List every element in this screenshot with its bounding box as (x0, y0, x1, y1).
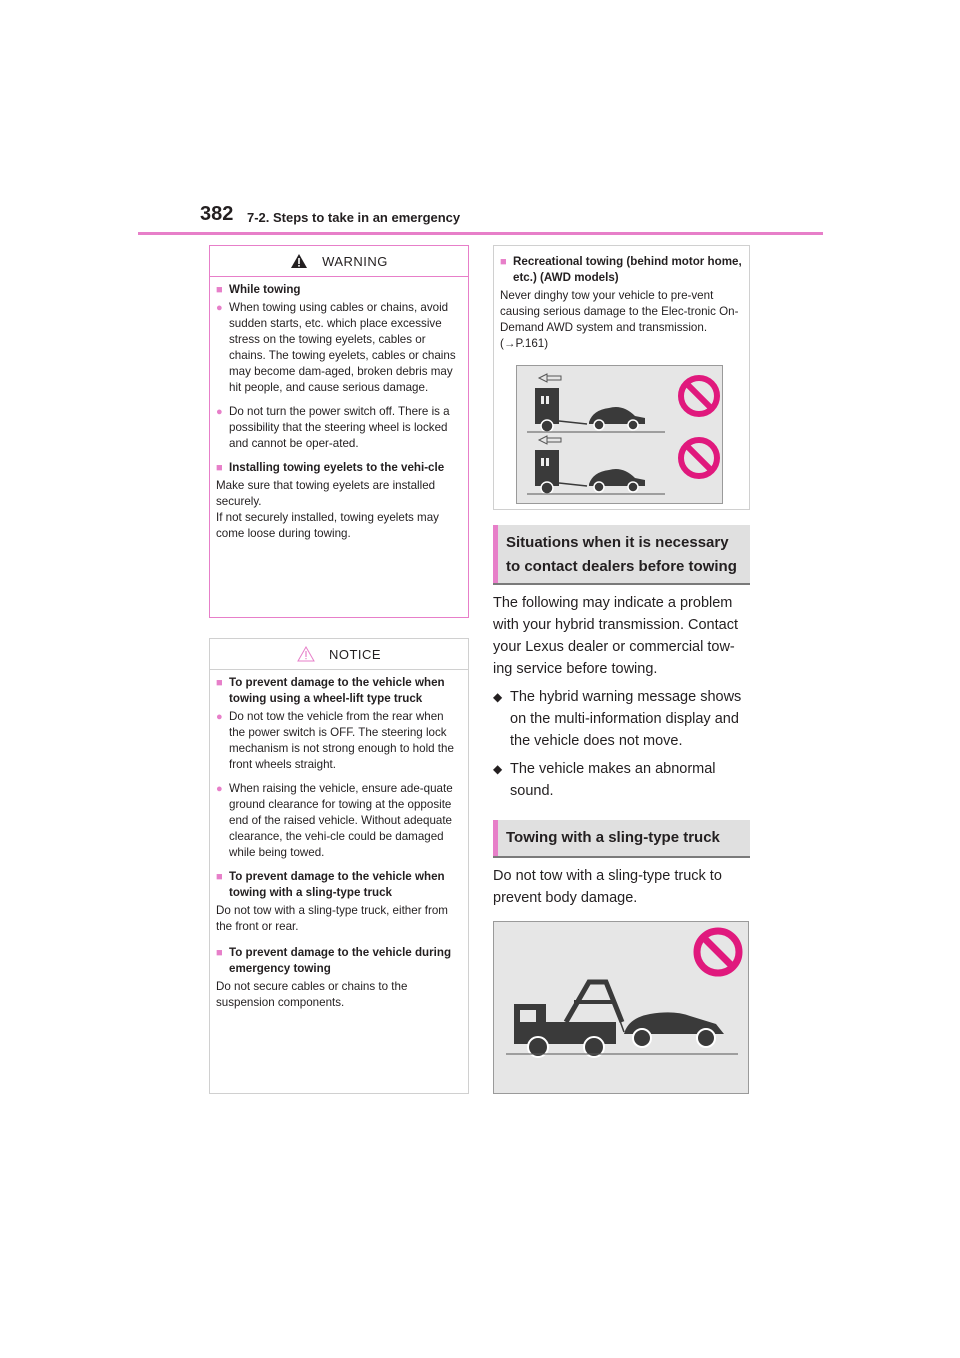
sling-heading: Towing with a sling-type truck (493, 820, 750, 858)
situations-body (493, 592, 751, 802)
prohibited-icon (681, 378, 717, 414)
situations-intro: The following may indicate a problem with your hybrid transmission. Contact your Lexus dealer or commercial tow-ing service before towing. (493, 595, 738, 677)
warning-title: WARNING (322, 253, 388, 269)
warning-bullet: ● Do not turn the power switch off. There is a possibility that the steering wheel is locked and cannot be oper-ated. (216, 404, 462, 452)
recreational-body (500, 252, 743, 362)
prohibited-icon (681, 440, 717, 476)
sling-text: Do not tow with a sling-type truck to prevent body damage. (493, 868, 722, 906)
motorhome-lower (527, 436, 665, 494)
notice-box (209, 638, 469, 1094)
notice-subhead: ■ To prevent damage to the vehicle when towing using a wheel-lift type truck (216, 675, 462, 707)
warning-header (210, 246, 468, 277)
notice-body (216, 673, 462, 1021)
situations-heading: Situations when it is necessary to contact dealers before towing (493, 525, 750, 585)
notice-paragraph: Do not tow with a sling-type truck, either from the front or rear. (216, 904, 448, 933)
prohibited-icon (697, 931, 739, 973)
notice-title: NOTICE (328, 646, 382, 662)
notice-subhead: ■ To prevent damage to the vehicle when towing with a sling-type truck (216, 869, 462, 901)
header-rule (138, 232, 823, 235)
section-title: 7-2. Steps to take in an emergency (247, 210, 461, 225)
notice-header (210, 639, 468, 670)
notice-triangle-icon (297, 646, 315, 662)
tow-truck (514, 982, 624, 1057)
situations-bullet: ◆ The vehicle makes an abnormal sound. (493, 758, 751, 802)
recreational-paragraph: Never dinghy tow your vehicle to pre-vent causing serious damage to the Elec-tronic On-Demand AWD system and transmission. (→P.161) (500, 289, 739, 350)
warning-bullet: ● When towing using cables or chains, avoid sudden starts, etc. which place excessive stress on the towing eyelets, cables or chains. The towing eyelets, cables or chains may become dam-aged, broken debris may hit people, and cause serious damage. (216, 300, 462, 396)
page-number: 382 (200, 203, 234, 225)
notice-bullet: ● Do not tow the vehicle from the rear when the power switch is OFF. The steering lock mechanism is not strong enough to hold the front wheels straight. (216, 709, 462, 773)
motorhome-upper (527, 374, 665, 432)
warning-paragraph: Make sure that towing eyelets are installed securely. If not securely installed, towing eyelets may come loose during towing. (216, 479, 439, 540)
notice-bullet: ● When raising the vehicle, ensure ade-quate ground clearance for towing at the opposite end of the raised vehicle. Without adequate clearance, the vehi-cle could be damaged while being towed. (216, 781, 462, 861)
warning-body (216, 280, 462, 552)
recreational-subhead: ■ Recreational towing (behind motor home, etc.) (AWD models) (500, 254, 743, 286)
sling-truck-illustration (493, 921, 749, 1094)
towed-car (624, 1012, 724, 1047)
warning-triangle-icon (290, 253, 308, 269)
warning-subhead: ■ While towing (216, 282, 462, 298)
notice-subhead: ■ To prevent damage to the vehicle during emergency towing (216, 945, 462, 977)
notice-paragraph: Do not secure cables or chains to the suspension components. (216, 980, 408, 1009)
warning-subhead: ■ Installing towing eyelets to the vehi-cle (216, 460, 462, 476)
dinghy-tow-illustration (516, 365, 723, 504)
situations-bullet: ◆ The hybrid warning message shows on the multi-information display and the vehicle does not move. (493, 686, 751, 752)
warning-box (209, 245, 469, 618)
